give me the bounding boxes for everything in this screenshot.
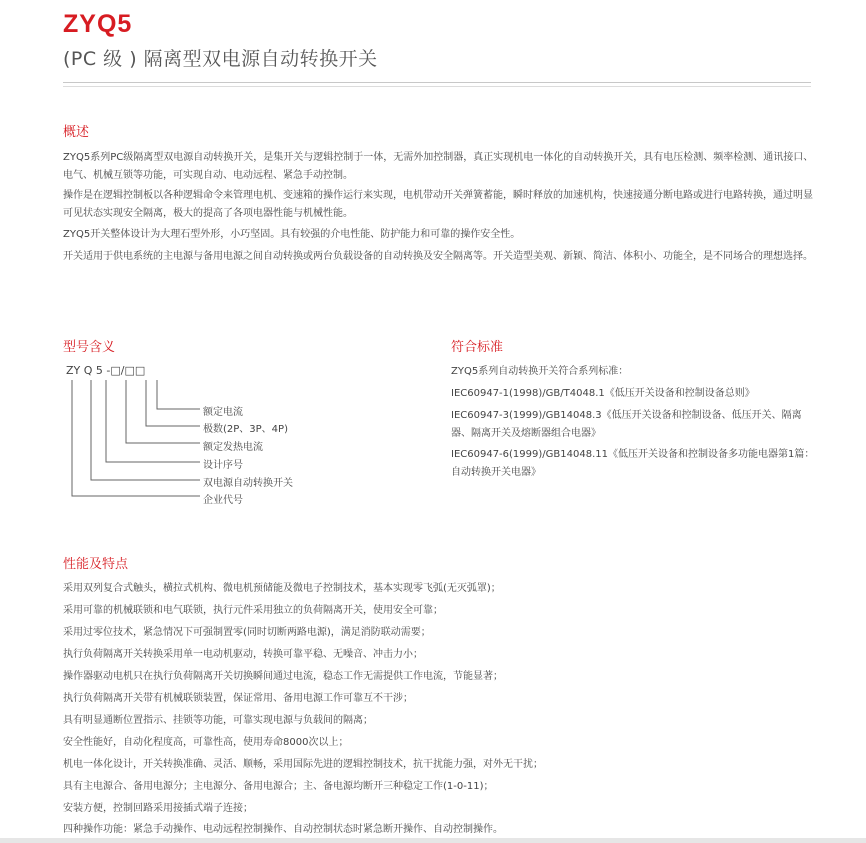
model-label-ats: 双电源自动转换开关 <box>203 478 293 489</box>
standards-title: 符合标准 <box>451 340 504 355</box>
bottom-scroll-edge <box>0 838 866 843</box>
leader-line-rated-current <box>157 380 200 409</box>
feature-item: 执行负荷隔离开关带有机械联锁装置，保证常用、备用电源工作可靠互不干涉； <box>63 693 413 704</box>
overview-paragraph: ZYQ5系列PC级隔离型双电源自动转换开关，是集开关与逻辑控制于一体，无需外加控制器，真正实现机电一体化的自动转换开关，具有电压检测、频率检测、通讯接口、电气、机械互锁等功能，可实现自动、电动远程、紧急手动控制。 <box>63 152 814 181</box>
model-label-design-serial: 设计序号 <box>203 460 243 471</box>
model-label-rated-current: 额定电流 <box>203 407 243 418</box>
feature-item: 机电一体化设计，开关转换准确、灵活、顺畅，采用国际先进的逻辑控制技术，抗干扰能力强，对外无干扰； <box>63 759 543 770</box>
model-code-pattern: ZY Q 5 -□/□□ <box>66 364 146 377</box>
leader-line-poles <box>146 380 200 426</box>
standard-line: ZYQ5系列自动转换开关符合系列标准： <box>451 366 629 377</box>
feature-item: 执行负荷隔离开关转换采用单一电动机驱动，转换可靠平稳、无噪音、冲击力小； <box>63 649 423 660</box>
feature-item: 安全性能好，自动化程度高，可靠性高，使用寿命8000次以上； <box>63 737 349 748</box>
feature-item: 操作器驱动电机只在执行负荷隔离开关切换瞬间通过电流，稳态工作无需提供工作电流，节能显著； <box>63 671 503 682</box>
standard-line: IEC60947-6(1999)/GB14048.11《低压开关设备和控制设备多功能电器第1篇：自动转换开关电器》 <box>451 449 815 478</box>
product-subtitle: (PC 级 ) 隔离型双电源自动转换开关 <box>63 48 378 70</box>
overview-paragraph: 开关适用于供电系统的主电源与备用电源之间自动转换或两台负载设备的自动转换及安全隔离等。开关造型美观、新颖、简洁、体积小、功能全，是不同场合的理想选择。 <box>63 251 813 262</box>
feature-item: 具有明显通断位置指示、挂锁等功能，可靠实现电源与负载间的隔离； <box>63 715 373 726</box>
overview-paragraph: 操作是在逻辑控制板以各种逻辑命令来管理电机、变速箱的操作运行来实现，电机带动开关弹簧蓄能，瞬时释放的加速机构，快速接通分断电路或进行电路转换，通过明显可见状态实现安全隔离，极大的提高了各项电器性能与机械性能。 <box>63 190 813 219</box>
standard-line: IEC60947-1(1998)/GB/T4048.1《低压开关设备和控制设备总则》 <box>451 388 755 399</box>
model-label-heating-current: 额定发热电流 <box>203 442 263 453</box>
overview-title: 概述 <box>63 125 90 140</box>
model-label-company-code: 企业代号 <box>203 495 243 506</box>
leader-line-heating-current <box>126 380 200 443</box>
feature-item: 采用可靠的机械联锁和电气联锁，执行元件采用独立的负荷隔离开关，使用安全可靠； <box>63 605 443 616</box>
overview-paragraph: ZYQ5开关整体设计为大理石型外形，小巧坚固。具有较强的介电性能、防护能力和可靠的操作安全性。 <box>63 229 521 240</box>
header-divider-secondary <box>63 86 811 87</box>
feature-item: 采用过零位技术，紧急情况下可强制置零(同时切断两路电源)，满足消防联动需要； <box>63 627 431 638</box>
feature-item: 安装方便，控制回路采用接插式端子连接； <box>63 803 253 814</box>
feature-item: 采用双列复合式触头，横拉式机构、微电机预储能及微电子控制技术，基本实现零飞弧(无灭弧罩)； <box>63 583 501 594</box>
features-title: 性能及特点 <box>63 557 129 572</box>
standard-line: IEC60947-3(1999)/GB14048.3《低压开关设备和控制设备、低压开关、隔离器、隔离开关及熔断器组合电器》 <box>451 410 802 439</box>
leader-line-design-serial <box>106 380 200 462</box>
model-label-poles: 极数(2P、3P、4P) <box>203 424 288 435</box>
product-model-code: ZYQ5 <box>63 10 133 38</box>
feature-item: 具有主电源合、备用电源分；主电源分、备用电源合；主、备电源均断开三种稳定工作(1-0-11)； <box>63 781 494 792</box>
feature-item: 四种操作功能：紧急手动操作、电动远程控制操作、自动控制状态时紧急断开操作、自动控制操作。 <box>63 824 503 835</box>
header-divider <box>63 82 811 83</box>
model-meaning-title: 型号含义 <box>63 340 116 355</box>
